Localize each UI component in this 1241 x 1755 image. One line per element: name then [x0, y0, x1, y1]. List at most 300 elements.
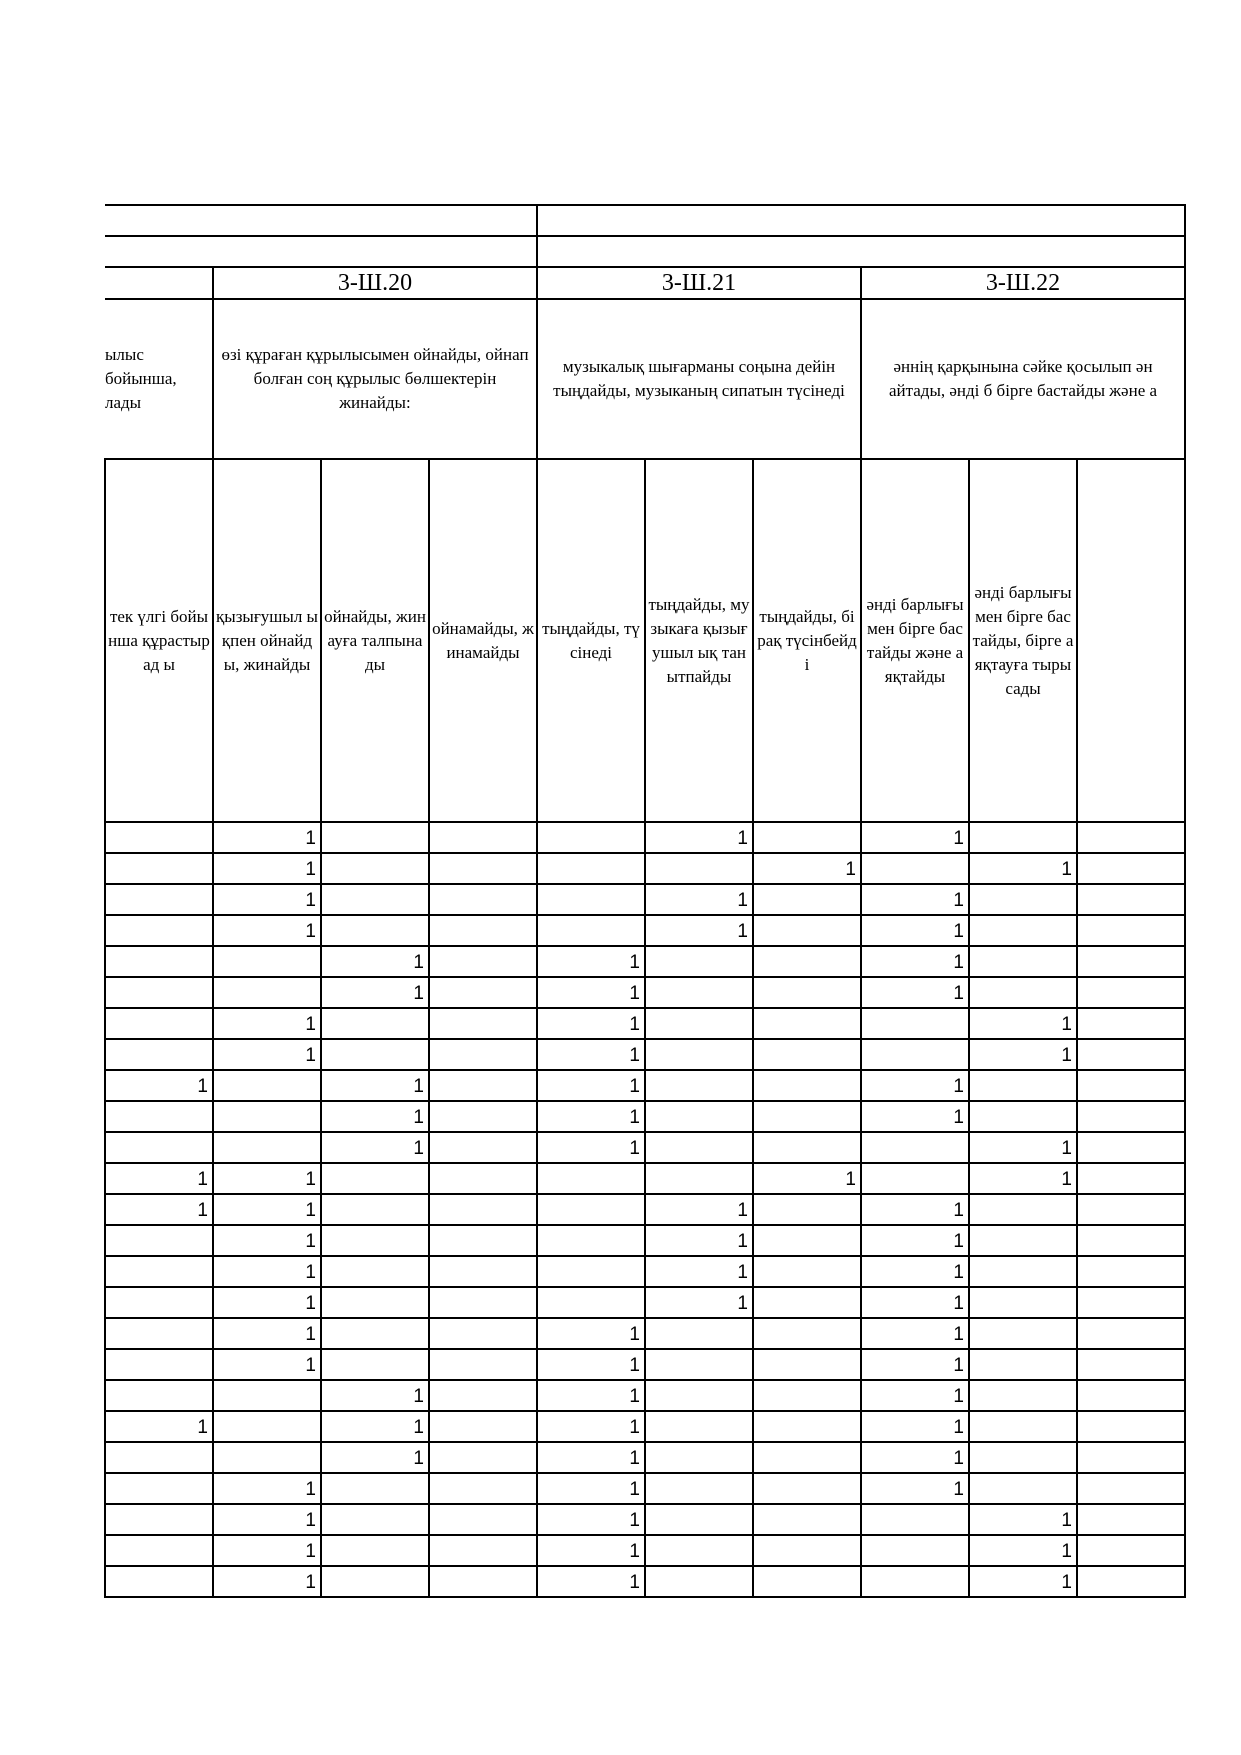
- table-cell: [753, 1070, 861, 1101]
- table-cell: [105, 853, 213, 884]
- top-band-cell-left: [105, 205, 537, 236]
- table-cell: [1077, 1225, 1185, 1256]
- table-cell: [105, 1101, 213, 1132]
- table-cell: [753, 884, 861, 915]
- table-cell: [105, 884, 213, 915]
- table-cell: 1: [645, 822, 753, 853]
- table-cell: 1: [213, 1039, 321, 1070]
- table-cell: 1: [969, 853, 1077, 884]
- table-cell: [645, 1566, 753, 1597]
- table-cell: [1077, 853, 1185, 884]
- table-row: [105, 1535, 1185, 1566]
- table-cell: 1: [537, 1039, 645, 1070]
- table-cell: [969, 915, 1077, 946]
- table-cell: [537, 1225, 645, 1256]
- table-cell: 1: [861, 1287, 969, 1318]
- table-cell: [537, 884, 645, 915]
- table-cell: [429, 1163, 537, 1194]
- table-cell: [753, 1349, 861, 1380]
- table-cell: [753, 977, 861, 1008]
- table-cell: [429, 1566, 537, 1597]
- table-cell: 1: [213, 1504, 321, 1535]
- table-cell: [1077, 915, 1185, 946]
- table-cell: [1077, 1566, 1185, 1597]
- table-cell: [645, 977, 753, 1008]
- table-cell: [645, 1349, 753, 1380]
- table-cell: [105, 946, 213, 977]
- table-cell: 1: [645, 1287, 753, 1318]
- table-cell: 1: [537, 1411, 645, 1442]
- table-cell: [969, 884, 1077, 915]
- table-cell: [429, 822, 537, 853]
- sub-header-10: [1077, 459, 1185, 822]
- table-cell: 1: [537, 1101, 645, 1132]
- table-cell: [429, 1008, 537, 1039]
- code-row: [105, 267, 1185, 299]
- table-row: [105, 1225, 1185, 1256]
- table-cell: 1: [105, 1070, 213, 1101]
- section-band-right: [537, 236, 1185, 267]
- table-cell: 1: [969, 1039, 1077, 1070]
- table-row: [105, 1473, 1185, 1504]
- table-cell: [1077, 884, 1185, 915]
- top-band-cell-right: [537, 205, 1185, 236]
- table-cell: [645, 1411, 753, 1442]
- table-cell: [429, 1132, 537, 1163]
- table-cell: [645, 1132, 753, 1163]
- table-cell: [645, 1101, 753, 1132]
- table-cell: [1077, 1535, 1185, 1566]
- table-cell: [105, 1535, 213, 1566]
- code-cell-3-sh-22: 3-Ш.22: [861, 267, 1185, 299]
- table-row: [105, 1318, 1185, 1349]
- table-cell: [321, 1566, 429, 1597]
- table-cell: 1: [321, 977, 429, 1008]
- table-cell: 1: [861, 1442, 969, 1473]
- description-3-sh-22: әннің қарқынына сәйке қосылып ән айтады, әнді б бірге бастайды және а: [861, 299, 1185, 459]
- table-cell: [321, 822, 429, 853]
- table-cell: [645, 1473, 753, 1504]
- description-prev: ылыс бойынша, лады: [105, 299, 213, 459]
- table-cell: [753, 1008, 861, 1039]
- table-cell: 1: [753, 1163, 861, 1194]
- table-cell: [321, 884, 429, 915]
- table-cell: [1077, 822, 1185, 853]
- table-cell: [645, 1318, 753, 1349]
- table-cell: 1: [537, 1380, 645, 1411]
- table-cell: 1: [105, 1411, 213, 1442]
- table-cell: [753, 1132, 861, 1163]
- table-row: [105, 1101, 1185, 1132]
- description-3-sh-21: музыкалық шығарманы соңына дейін тыңдайды, музыканың сипатын түсінеді: [537, 299, 861, 459]
- table-cell: 1: [213, 1163, 321, 1194]
- table-cell: [429, 977, 537, 1008]
- table-cell: 1: [537, 1473, 645, 1504]
- table-cell: 1: [537, 1535, 645, 1566]
- table-cell: 1: [321, 1070, 429, 1101]
- table-cell: [1077, 1504, 1185, 1535]
- table-cell: [645, 946, 753, 977]
- table-cell: 1: [969, 1566, 1077, 1597]
- assessment-table-viewport: [104, 204, 1158, 1616]
- table-row: [105, 1411, 1185, 1442]
- table-cell: [429, 1442, 537, 1473]
- table-cell: 1: [969, 1132, 1077, 1163]
- table-cell: 1: [213, 884, 321, 915]
- sub-header-7: тыңдайды, бірақ түсінбейді: [753, 459, 861, 822]
- table-cell: 1: [537, 1008, 645, 1039]
- table-cell: [429, 853, 537, 884]
- table-cell: [969, 1318, 1077, 1349]
- table-cell: 1: [861, 1411, 969, 1442]
- table-cell: [213, 977, 321, 1008]
- table-cell: 1: [645, 1194, 753, 1225]
- table-cell: [969, 1225, 1077, 1256]
- table-cell: 1: [645, 884, 753, 915]
- table-cell: [537, 1287, 645, 1318]
- table-cell: [105, 1132, 213, 1163]
- table-cell: [969, 977, 1077, 1008]
- table-cell: [753, 1380, 861, 1411]
- table-cell: [321, 1225, 429, 1256]
- table-cell: 1: [537, 1566, 645, 1597]
- sub-header-2: қызығушыл ықпен ойнайды, жинайды: [213, 459, 321, 822]
- table-cell: [753, 1194, 861, 1225]
- table-cell: [1077, 1256, 1185, 1287]
- table-cell: 1: [969, 1504, 1077, 1535]
- table-cell: [429, 1411, 537, 1442]
- table-cell: 1: [321, 1411, 429, 1442]
- table-cell: [537, 822, 645, 853]
- table-cell: [645, 1380, 753, 1411]
- table-cell: [861, 1504, 969, 1535]
- table-row: [105, 1039, 1185, 1070]
- table-cell: 1: [753, 853, 861, 884]
- table-cell: [321, 1535, 429, 1566]
- table-cell: [213, 1101, 321, 1132]
- table-cell: [861, 1132, 969, 1163]
- data-body: [105, 822, 1185, 1597]
- table-cell: 1: [861, 1349, 969, 1380]
- table-cell: 1: [861, 1256, 969, 1287]
- table-cell: [753, 1318, 861, 1349]
- table-row: [105, 1070, 1185, 1101]
- table-cell: [861, 1566, 969, 1597]
- table-row: [105, 1194, 1185, 1225]
- table-row: [105, 1442, 1185, 1473]
- table-cell: [645, 1163, 753, 1194]
- table-cell: [753, 1411, 861, 1442]
- table-cell: [645, 1070, 753, 1101]
- table-cell: [213, 1442, 321, 1473]
- table-cell: [321, 1039, 429, 1070]
- table-row: [105, 1287, 1185, 1318]
- table-cell: [321, 853, 429, 884]
- table-cell: [1077, 1318, 1185, 1349]
- table-cell: 1: [861, 946, 969, 977]
- table-cell: [861, 853, 969, 884]
- table-cell: [105, 977, 213, 1008]
- table-cell: 1: [645, 915, 753, 946]
- table-row: [105, 853, 1185, 884]
- table-row: [105, 1504, 1185, 1535]
- sub-header-5: тыңдайды, түсінеді: [537, 459, 645, 822]
- table-cell: [213, 1132, 321, 1163]
- table-cell: [1077, 1163, 1185, 1194]
- table-cell: [969, 1473, 1077, 1504]
- table-cell: [321, 1349, 429, 1380]
- table-cell: [429, 1380, 537, 1411]
- table-cell: [105, 822, 213, 853]
- table-cell: [753, 946, 861, 977]
- table-cell: [645, 1039, 753, 1070]
- table-cell: [105, 1473, 213, 1504]
- table-cell: [429, 1535, 537, 1566]
- table-row: [105, 977, 1185, 1008]
- table-row: [105, 1163, 1185, 1194]
- table-cell: 1: [213, 915, 321, 946]
- table-cell: [105, 1504, 213, 1535]
- table-cell: [321, 1256, 429, 1287]
- code-cell-3-sh-21: 3-Ш.21: [537, 267, 861, 299]
- table-cell: [105, 1380, 213, 1411]
- table-cell: 1: [537, 1442, 645, 1473]
- table-cell: [429, 1070, 537, 1101]
- table-cell: [753, 1566, 861, 1597]
- table-cell: [969, 1256, 1077, 1287]
- table-row: [105, 1380, 1185, 1411]
- table-cell: 1: [321, 1101, 429, 1132]
- table-cell: 1: [969, 1008, 1077, 1039]
- top-band-row: [105, 205, 1185, 236]
- table-cell: [969, 1287, 1077, 1318]
- section-band-left: [105, 236, 537, 267]
- table-cell: [645, 853, 753, 884]
- table-cell: [213, 946, 321, 977]
- table-cell: 1: [213, 1256, 321, 1287]
- table-cell: [1077, 1411, 1185, 1442]
- table-row: [105, 1256, 1185, 1287]
- table-cell: [753, 1256, 861, 1287]
- table-cell: [537, 1163, 645, 1194]
- description-3-sh-20: өзі құраған құрылысымен ойнайды, ойнап болған соң құрылыс бөлшектерін жинайды:: [213, 299, 537, 459]
- table-cell: [429, 1473, 537, 1504]
- table-cell: 1: [321, 1132, 429, 1163]
- table-cell: [753, 915, 861, 946]
- table-cell: 1: [213, 1225, 321, 1256]
- table-cell: [105, 1225, 213, 1256]
- table-cell: [105, 1008, 213, 1039]
- table-cell: 1: [537, 977, 645, 1008]
- table-cell: [429, 1225, 537, 1256]
- table-cell: 1: [537, 1504, 645, 1535]
- table-cell: [753, 1287, 861, 1318]
- table-row: [105, 1349, 1185, 1380]
- table-row: [105, 822, 1185, 853]
- table-cell: [1077, 1380, 1185, 1411]
- table-cell: 1: [969, 1163, 1077, 1194]
- table-cell: [969, 1349, 1077, 1380]
- table-cell: 1: [213, 1349, 321, 1380]
- table-cell: [429, 1318, 537, 1349]
- table-cell: [429, 946, 537, 977]
- table-cell: [1077, 1349, 1185, 1380]
- table-cell: [1077, 977, 1185, 1008]
- table-cell: [429, 1039, 537, 1070]
- table-cell: 1: [537, 1070, 645, 1101]
- table-cell: [1077, 1008, 1185, 1039]
- table-cell: 1: [861, 1070, 969, 1101]
- table-cell: [429, 1256, 537, 1287]
- table-cell: [753, 822, 861, 853]
- table-cell: [861, 1163, 969, 1194]
- table-cell: [537, 1256, 645, 1287]
- sub-header-1: тек үлгі бойынша құрастырад ы: [105, 459, 213, 822]
- table-cell: 1: [213, 1318, 321, 1349]
- table-cell: 1: [861, 884, 969, 915]
- table-cell: [429, 915, 537, 946]
- table-cell: [969, 1442, 1077, 1473]
- table-cell: 1: [213, 1535, 321, 1566]
- description-row: [105, 299, 1185, 459]
- table-cell: [645, 1008, 753, 1039]
- sub-header-9: әнді барлығымен бірге бастайды, бірге аяқтауға тырысады: [969, 459, 1077, 822]
- table-cell: 1: [537, 1132, 645, 1163]
- table-cell: 1: [213, 822, 321, 853]
- table-cell: 1: [969, 1535, 1077, 1566]
- table-cell: [645, 1535, 753, 1566]
- table-cell: [105, 1318, 213, 1349]
- table-cell: [321, 1504, 429, 1535]
- table-cell: 1: [861, 1380, 969, 1411]
- table-cell: 1: [213, 1008, 321, 1039]
- table-cell: [753, 1535, 861, 1566]
- table-cell: 1: [645, 1256, 753, 1287]
- table-cell: [537, 1194, 645, 1225]
- table-cell: 1: [213, 1287, 321, 1318]
- table-cell: [429, 1287, 537, 1318]
- table-cell: [1077, 1194, 1185, 1225]
- table-cell: [1077, 946, 1185, 977]
- table-cell: 1: [213, 1566, 321, 1597]
- table-cell: [321, 1473, 429, 1504]
- table-cell: [429, 1194, 537, 1225]
- table-cell: [213, 1070, 321, 1101]
- table-cell: [105, 1039, 213, 1070]
- table-cell: 1: [861, 1101, 969, 1132]
- table-cell: [1077, 1101, 1185, 1132]
- table-cell: [1077, 1132, 1185, 1163]
- assessment-table: [104, 204, 1186, 1598]
- sub-header-4: ойнамайды, жинамайды: [429, 459, 537, 822]
- table-row: [105, 1008, 1185, 1039]
- table-cell: [105, 915, 213, 946]
- sub-header-3: ойнайды, жинауға талпынады: [321, 459, 429, 822]
- table-cell: [753, 1442, 861, 1473]
- table-cell: [429, 1504, 537, 1535]
- table-cell: 1: [105, 1194, 213, 1225]
- table-cell: [753, 1504, 861, 1535]
- table-cell: 1: [861, 822, 969, 853]
- table-cell: [213, 1411, 321, 1442]
- table-cell: [429, 884, 537, 915]
- code-cell-3-sh-20: 3-Ш.20: [213, 267, 537, 299]
- table-cell: 1: [105, 1163, 213, 1194]
- table-row: [105, 946, 1185, 977]
- table-cell: [861, 1039, 969, 1070]
- table-cell: [1077, 1473, 1185, 1504]
- table-cell: [1077, 1039, 1185, 1070]
- table-cell: [429, 1349, 537, 1380]
- table-cell: [321, 1194, 429, 1225]
- table-cell: [1077, 1442, 1185, 1473]
- table-cell: 1: [861, 915, 969, 946]
- table-row: [105, 915, 1185, 946]
- table-cell: [969, 1194, 1077, 1225]
- table-cell: 1: [861, 1318, 969, 1349]
- table-cell: [213, 1380, 321, 1411]
- table-cell: [321, 1318, 429, 1349]
- table-cell: [1077, 1287, 1185, 1318]
- table-row: [105, 1566, 1185, 1597]
- section-band-row: [105, 236, 1185, 267]
- table-cell: [969, 1070, 1077, 1101]
- table-cell: [537, 915, 645, 946]
- table-cell: [645, 1442, 753, 1473]
- table-cell: [1077, 1070, 1185, 1101]
- table-cell: [321, 1008, 429, 1039]
- table-cell: [861, 1535, 969, 1566]
- sub-header-6: тыңдайды, музыкаға қызығушыл ық танытпайды: [645, 459, 753, 822]
- table-cell: 1: [645, 1225, 753, 1256]
- table-cell: 1: [861, 977, 969, 1008]
- table-cell: [321, 1287, 429, 1318]
- table-cell: 1: [537, 1318, 645, 1349]
- table-cell: [105, 1287, 213, 1318]
- table-cell: [753, 1225, 861, 1256]
- table-cell: 1: [321, 1442, 429, 1473]
- table-cell: [969, 1380, 1077, 1411]
- table-cell: [429, 1101, 537, 1132]
- table-cell: 1: [537, 946, 645, 977]
- table-cell: 1: [861, 1473, 969, 1504]
- table-cell: [969, 1101, 1077, 1132]
- table-cell: [321, 915, 429, 946]
- table-cell: [969, 946, 1077, 977]
- table-cell: [753, 1039, 861, 1070]
- table-cell: 1: [213, 853, 321, 884]
- code-cell-prev: [105, 267, 213, 299]
- table-cell: [105, 1566, 213, 1597]
- table-cell: [105, 1442, 213, 1473]
- table-cell: 1: [321, 1380, 429, 1411]
- sub-header-row: [105, 459, 1185, 822]
- table-cell: [753, 1473, 861, 1504]
- table-cell: [969, 1411, 1077, 1442]
- table-cell: 1: [861, 1194, 969, 1225]
- table-cell: 1: [861, 1225, 969, 1256]
- sub-header-8: әнді барлығымен бірге бастайды және аяқтайды: [861, 459, 969, 822]
- table-cell: [969, 822, 1077, 853]
- table-cell: [105, 1349, 213, 1380]
- table-cell: 1: [321, 946, 429, 977]
- table-cell: [105, 1256, 213, 1287]
- table-cell: [861, 1008, 969, 1039]
- table-cell: 1: [213, 1194, 321, 1225]
- table-cell: [537, 853, 645, 884]
- table-cell: 1: [213, 1473, 321, 1504]
- table-row: [105, 1132, 1185, 1163]
